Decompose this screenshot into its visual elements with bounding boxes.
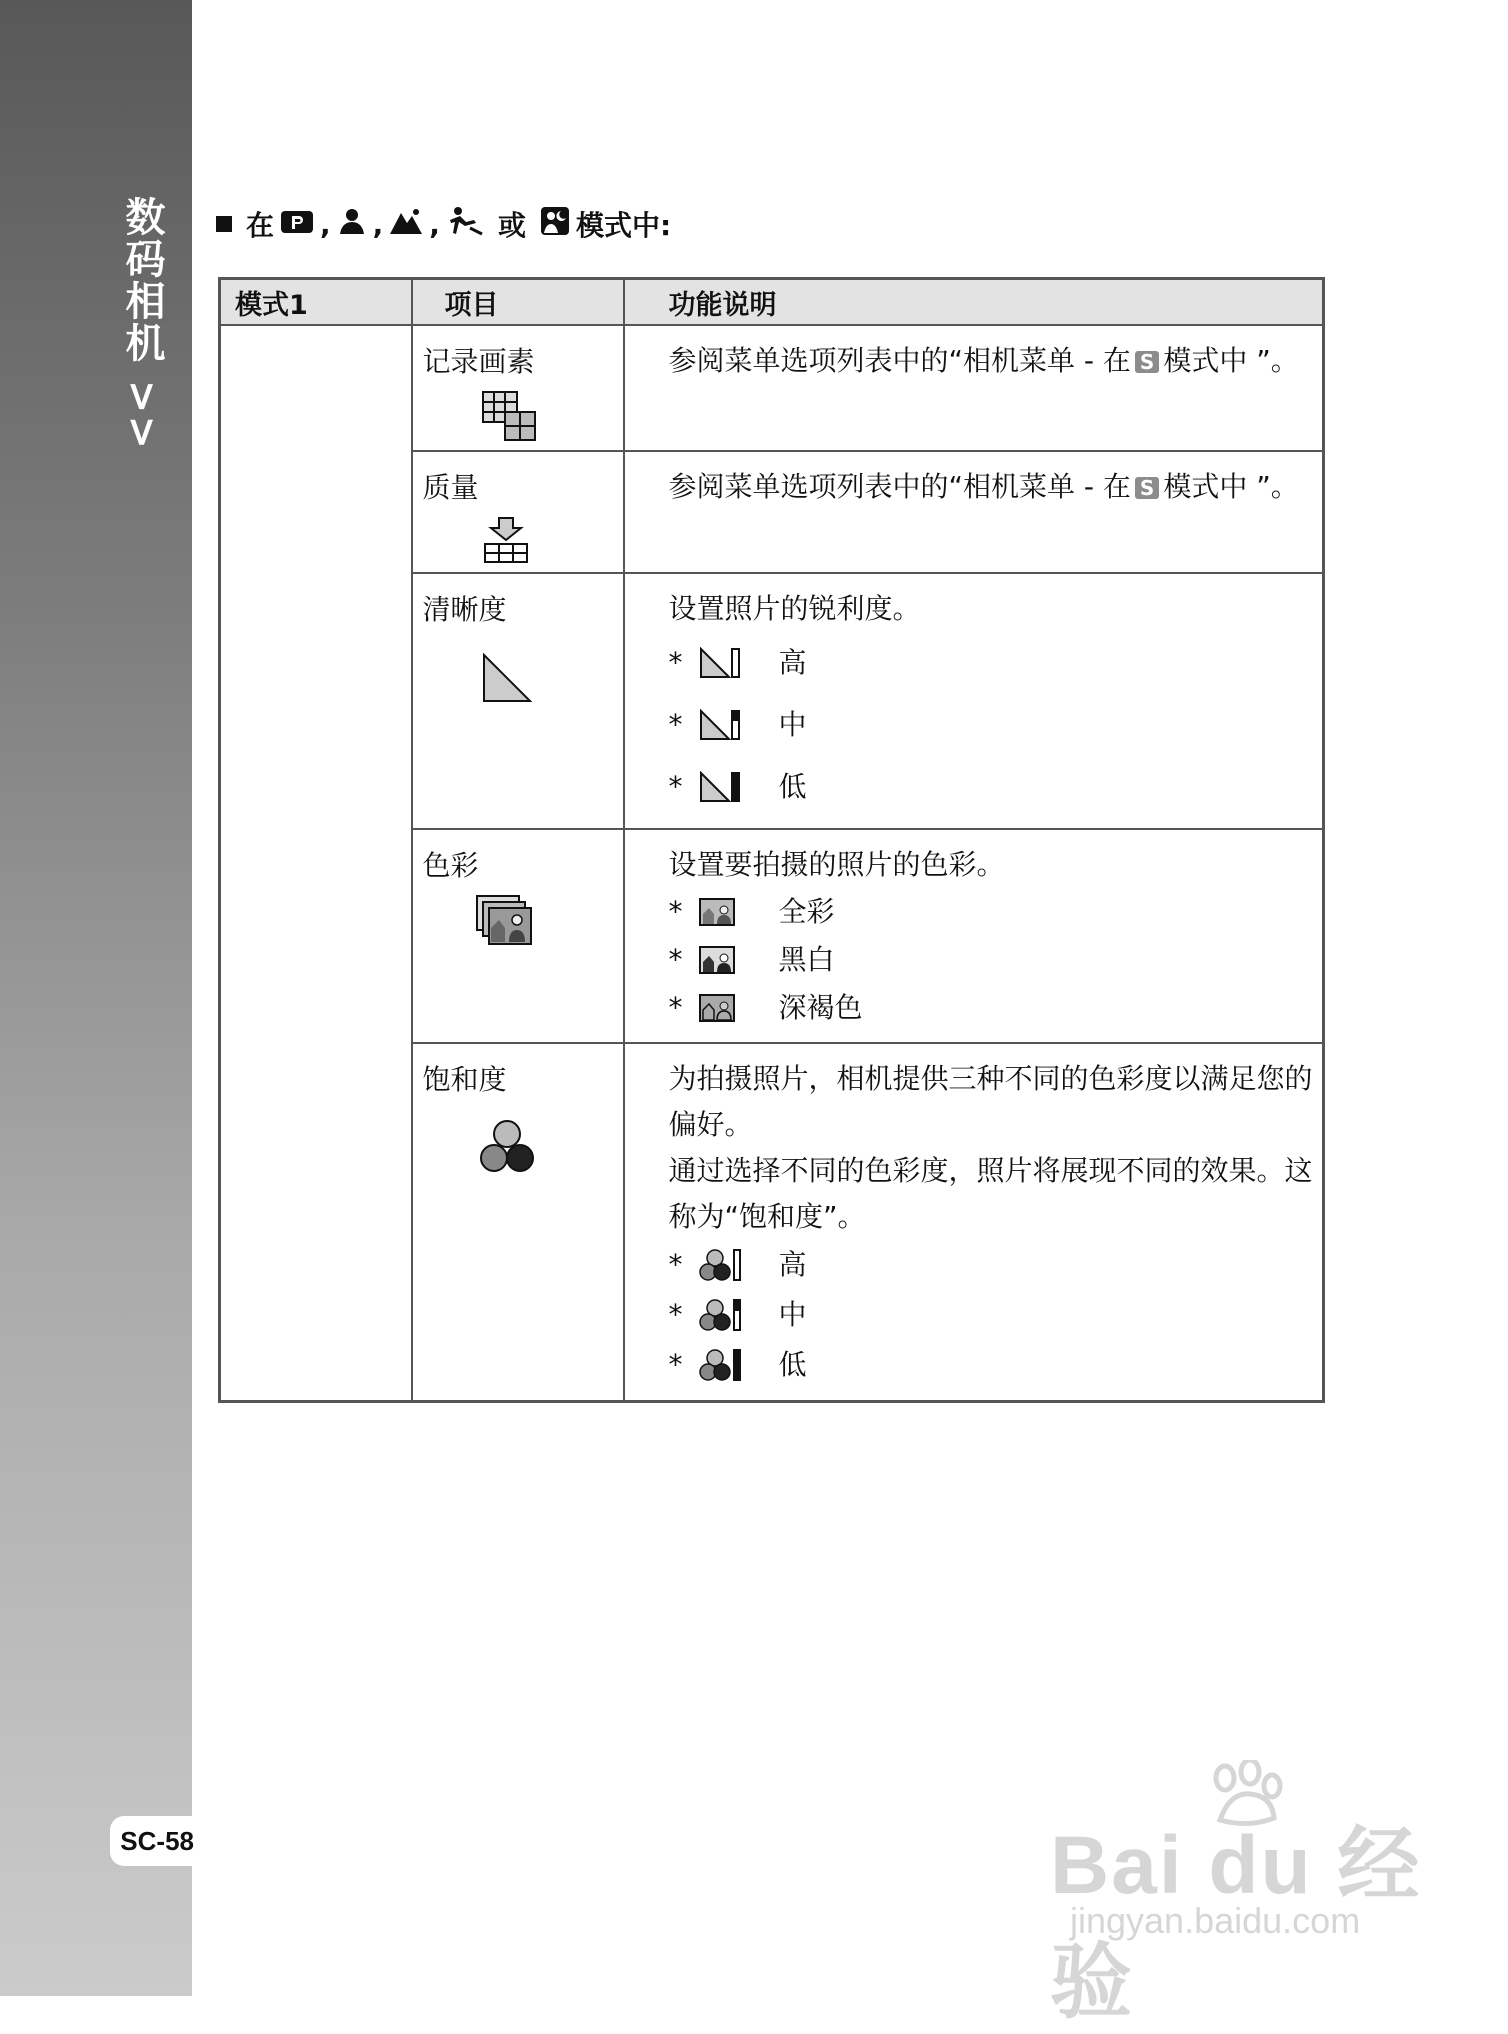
sepia-icon xyxy=(699,994,779,1022)
section-title: 数码相机 >> xyxy=(119,196,165,451)
desc-cell xyxy=(624,325,1324,451)
desc-text: 参阅菜单选项列表中的“相机菜单 - 在 S 模式中 ”。 xyxy=(668,344,1299,377)
option-label: 低 xyxy=(778,1348,807,1381)
header-item: 项目 xyxy=(412,279,624,326)
option-label: 低 xyxy=(778,770,807,803)
item-label: 质量 xyxy=(422,471,479,504)
item-label: 色彩 xyxy=(422,849,479,882)
item-cell xyxy=(412,829,624,1043)
desc-cell xyxy=(624,451,1324,573)
sports-mode-icon xyxy=(446,206,484,243)
saturation-high-icon xyxy=(699,1248,779,1282)
desc-text: 设置要拍摄的照片的色彩。 xyxy=(668,848,1005,881)
mode-cell xyxy=(220,325,412,1402)
sharpness-low-icon xyxy=(699,771,779,803)
watermark-main: Bai du 经验 xyxy=(1050,1820,1422,2028)
desc-text: 通过选择不同的色彩度，照片将展现不同的效果。这称为“饱和度”。 xyxy=(668,1154,1313,1233)
header-mode: 模式1 xyxy=(220,279,412,326)
watermark-sub: jingyan.baidu.com xyxy=(1070,1900,1361,1941)
mode-heading xyxy=(216,202,671,246)
program-mode-icon xyxy=(280,208,314,241)
scene-mode-badge: S xyxy=(1135,477,1159,499)
sharpness-high-icon xyxy=(699,647,779,679)
baidu-watermark xyxy=(1050,1760,1430,2028)
option-label: 黑白 xyxy=(778,943,835,976)
resolution-grid-icon xyxy=(481,390,623,449)
heading-sep-1: , xyxy=(320,207,331,241)
portrait-mode-icon xyxy=(337,207,367,242)
settings-table xyxy=(218,277,1325,1403)
item-cell xyxy=(412,1043,624,1402)
sharpness-icon xyxy=(481,652,623,711)
desc-text: 参阅菜单选项列表中的“相机菜单 - 在 S 模式中 ”。 xyxy=(668,470,1299,503)
option-label: 中 xyxy=(778,708,807,741)
desc-text: 为拍摄照片，相机提供三种不同的色彩度以满足您的偏好。 xyxy=(668,1062,1313,1141)
option-label: 高 xyxy=(778,646,807,679)
saturation-low-icon xyxy=(699,1348,779,1382)
table-header-row xyxy=(220,279,1324,326)
table-row xyxy=(220,325,1324,451)
option-row: * 中 xyxy=(669,1290,1323,1340)
option-label: 深褐色 xyxy=(778,991,863,1024)
item-label: 饱和度 xyxy=(422,1063,507,1096)
saturation-mid-icon xyxy=(699,1298,779,1332)
option-row: * 低 xyxy=(669,756,1323,818)
item-label: 记录画素 xyxy=(422,345,535,378)
quality-icon xyxy=(481,516,623,571)
color-icon xyxy=(475,894,623,953)
night-portrait-mode-icon xyxy=(540,206,570,243)
option-row: * 中 xyxy=(669,694,1323,756)
option-row: * 黑白 xyxy=(669,936,1323,984)
option-row: * 全彩 xyxy=(669,888,1323,936)
item-cell xyxy=(412,573,624,829)
option-label: 高 xyxy=(778,1248,807,1281)
header-desc: 功能说明 xyxy=(624,279,1324,326)
heading-sep-3: , xyxy=(429,207,440,241)
heading-or: 或 xyxy=(497,209,526,242)
option-row: * 高 xyxy=(669,632,1323,694)
page-number: SC-58 xyxy=(110,1816,198,1866)
desc-cell xyxy=(624,573,1324,829)
landscape-mode-icon xyxy=(389,207,423,242)
option-row: * 高 xyxy=(669,1240,1323,1290)
black-white-icon xyxy=(699,946,779,974)
desc-text: 设置照片的锐利度。 xyxy=(668,592,921,625)
item-label: 清晰度 xyxy=(422,593,507,626)
desc-cell xyxy=(624,1043,1324,1402)
option-row: * 低 xyxy=(669,1340,1323,1390)
heading-prefix: 在 xyxy=(246,209,275,242)
option-label: 中 xyxy=(778,1298,807,1331)
sharpness-mid-icon xyxy=(699,709,779,741)
full-color-icon xyxy=(699,898,779,926)
option-label: 全彩 xyxy=(778,895,835,928)
saturation-icon xyxy=(477,1118,623,1183)
bullet-square xyxy=(216,216,232,232)
option-row: * 深褐色 xyxy=(669,984,1323,1032)
desc-cell xyxy=(624,829,1324,1043)
scene-mode-badge: S xyxy=(1135,351,1159,373)
heading-sep-2: , xyxy=(372,207,384,241)
item-cell xyxy=(412,451,624,573)
heading-suffix: 模式中: xyxy=(575,209,672,242)
item-cell xyxy=(412,325,624,451)
